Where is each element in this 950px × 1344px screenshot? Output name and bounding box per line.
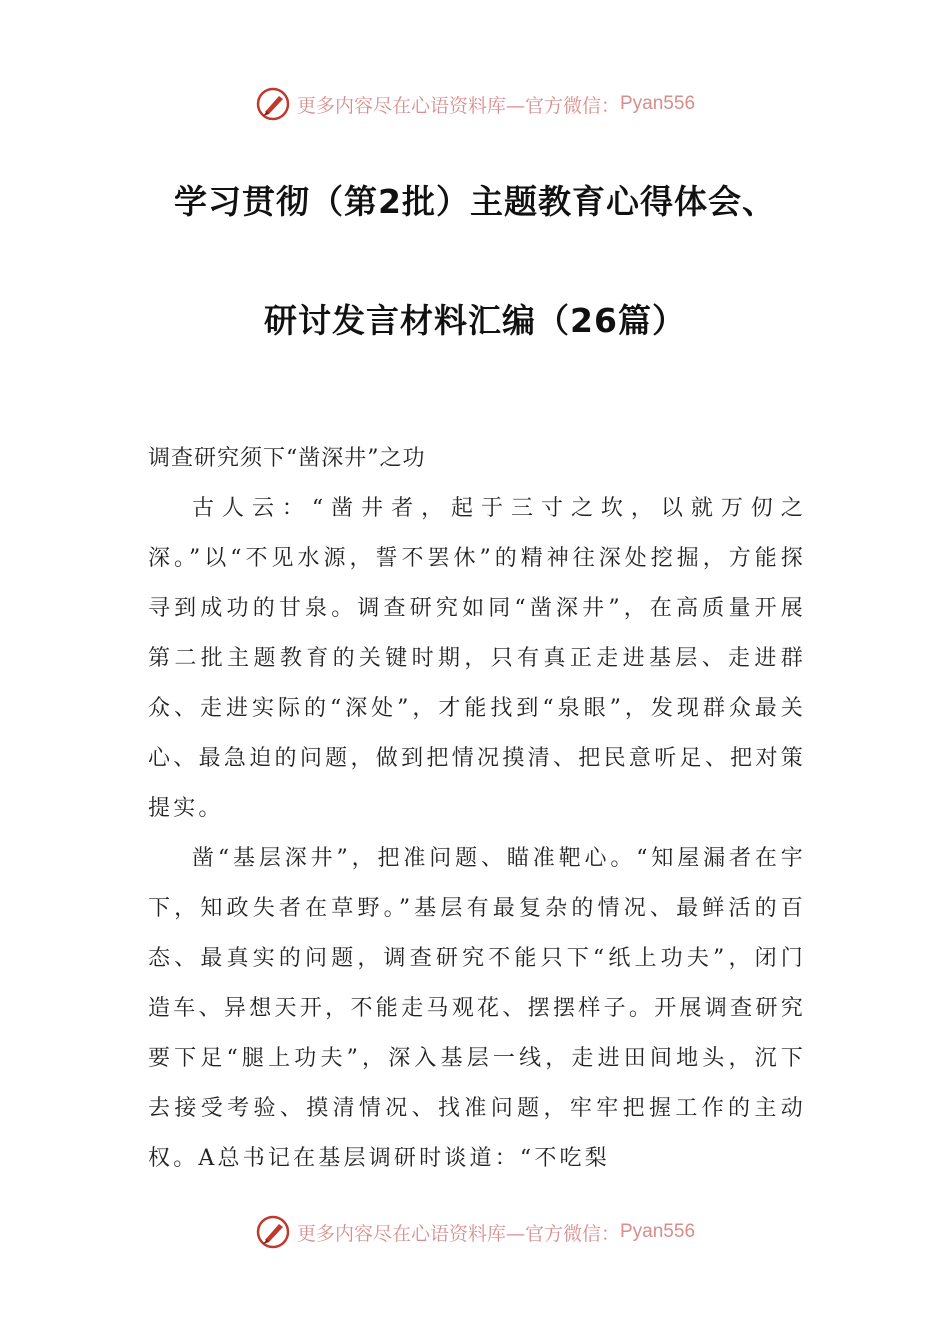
watermark-footer (0, 1212, 950, 1252)
document-title-line-1: 学习贯彻（第2批）主题教育心得体会、 (174, 182, 776, 221)
watermark-text: 更多内容尽在心语资料库—官方微信： (296, 94, 620, 117)
pen-logo-icon (255, 1214, 291, 1250)
watermark-wechat-id: Pyan556 (620, 1221, 696, 1242)
document-title-line-2: 研讨发言材料汇编（26篇） (264, 301, 686, 340)
watermark-text: 更多内容尽在心语资料库—官方微信： (296, 1222, 620, 1245)
watermark-wechat-id: Pyan556 (620, 93, 696, 114)
article-title: 调查研究须下“凿深井”之功 (148, 446, 426, 471)
watermark-header (0, 84, 950, 124)
document-body (148, 434, 806, 1184)
paragraph-2: 凿“基层深井”，把准问题、瞄准靶心。“知屋漏者在宇下，知政失者在草野。”基层有最复杂的情况、最鲜活的百态、最真实的问题，调查研究不能只下“纸上功夫”，闭门造车、异想天开，不能走马观花、摆摆样子。开展调查研究要下足“腿上功夫”，深入基层一线，走进田间地头，沉下去接受考验、摸清情况、找准问题，牢牢把握工作的主动权。A总书记在基层调研时谈道：“不吃梨 (148, 846, 806, 1171)
paragraph-1: 古人云：“凿井者，起于三寸之坎，以就万仞之深。”以“不见水源，誓不罢休”的精神往深处挖掘，方能探寻到成功的甘泉。调查研究如同“凿深井”，在高质量开展第二批主题教育的关键时期，只有真正走进基层、走进群众、走进实际的“深处”，才能找到“泉眼”，发现群众最关心、最急迫的问题，做到把情况摸清、把民意听足、把对策提实。 (148, 496, 806, 821)
pen-logo-icon (255, 86, 291, 122)
